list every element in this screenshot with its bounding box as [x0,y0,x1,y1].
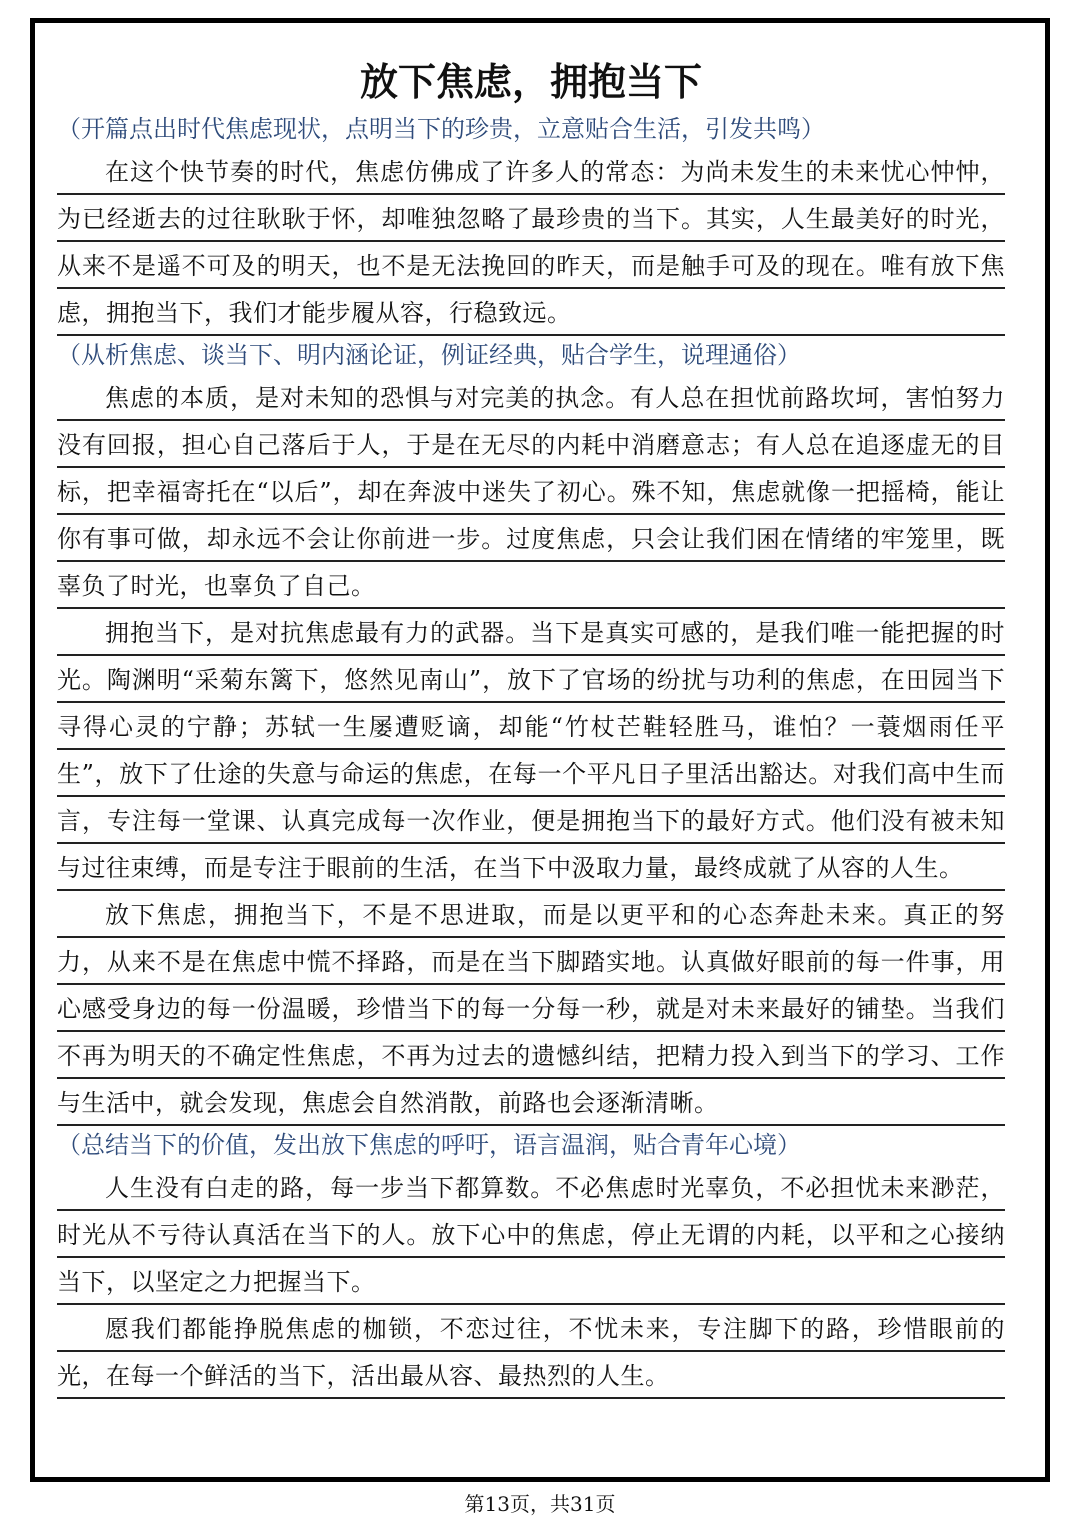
essay-title: 放下焦虑，拥抱当下 [359,60,702,104]
essay-section-body [57,337,1005,1127]
annotation-comment: （开篇点出时代焦虑现状，点明当下的珍贵，立意贴合生活，引发共鸣） [57,115,825,143]
annotation-comment: （从析焦虑、谈当下、明内涵论证，例证经典，贴合学生，说理通俗） [57,341,801,369]
essay-section-intro [57,111,1005,337]
essay-paragraph: 拥抱当下，是对抗焦虑最有力的武器。当下是真实可感的，是我们唯一能把握的时光。陶渊明“采菊东篱下，悠然见南山”，放下了官场的纷扰与功利的焦虑，在田园当下寻得心灵的宁静；苏轼一生屡遭贬谪，却能“竹杖芒鞋轻胜马，谁怕？一蓑烟雨任平生”，放下了仕途的失意与命运的焦虑，在每一个平凡日子里活出豁达。对我们高中生而言，专注每一堂课、认真完成每一次作业，便是拥抱当下的最好方式。他们没有被未知与过往束缚，而是专注于眼前的生活，在当下中汲取力量，最终成就了从容的人生。 [57,610,1005,892]
essay-page [30,18,1050,1482]
essay-paragraph: 在这个快节奏的时代，焦虑仿佛成了许多人的常态：为尚未发生的未来忧心忡忡，为已经逝去的过往耿耿于怀，却唯独忽略了最珍贵的当下。其实，人生最美好的时光，从来不是遥不可及的明天，也不是无法挽回的昨天，而是触手可及的现在。唯有放下焦虑，拥抱当下，我们才能步履从容，行稳致远。 [57,149,1005,337]
essay-paragraph: 愿我们都能挣脱焦虑的枷锁，不恋过往，不忧未来，专注脚下的路，珍惜眼前的光，在每一个鲜活的当下，活出最从容、最热烈的人生。 [57,1306,1005,1400]
essay-paragraph: 焦虑的本质，是对未知的恐惧与对完美的执念。有人总在担忧前路坎坷，害怕努力没有回报，担心自己落后于人，于是在无尽的内耗中消磨意志；有人总在追逐虚无的目标，把幸福寄托在“以后”，却在奔波中迷失了初心。殊不知，焦虑就像一把摇椅，能让你有事可做，却永远不会让你前进一步。过度焦虑，只会让我们困在情绪的牢笼里，既辜负了时光，也辜负了自己。 [57,375,1005,610]
essay-section-conclusion [57,1127,1005,1400]
annotation-comment: （总结当下的价值，发出放下焦虑的呼吁，语言温润，贴合青年心境） [57,1131,801,1159]
essay-paragraph: 放下焦虑，拥抱当下，不是不思进取，而是以更平和的心态奔赴未来。真正的努力，从来不是在焦虑中慌不择路，而是在当下脚踏实地。认真做好眼前的每一件事，用心感受身边的每一份温暖，珍惜当下的每一分每一秒，就是对未来最好的铺垫。当我们不再为明天的不确定性焦虑，不再为过去的遗憾纠结，把精力投入到当下的学习、工作与生活中，就会发现，焦虑会自然消散，前路也会逐渐清晰。 [57,892,1005,1127]
essay-paragraph: 人生没有白走的路，每一步当下都算数。不必焦虑时光辜负，不必担忧未来渺茫，时光从不亏待认真活在当下的人。放下心中的焦虑，停止无谓的内耗，以平和之心接纳当下，以坚定之力把握当下。 [57,1165,1005,1306]
page-number: 第13页，共31页 [464,1492,616,1516]
